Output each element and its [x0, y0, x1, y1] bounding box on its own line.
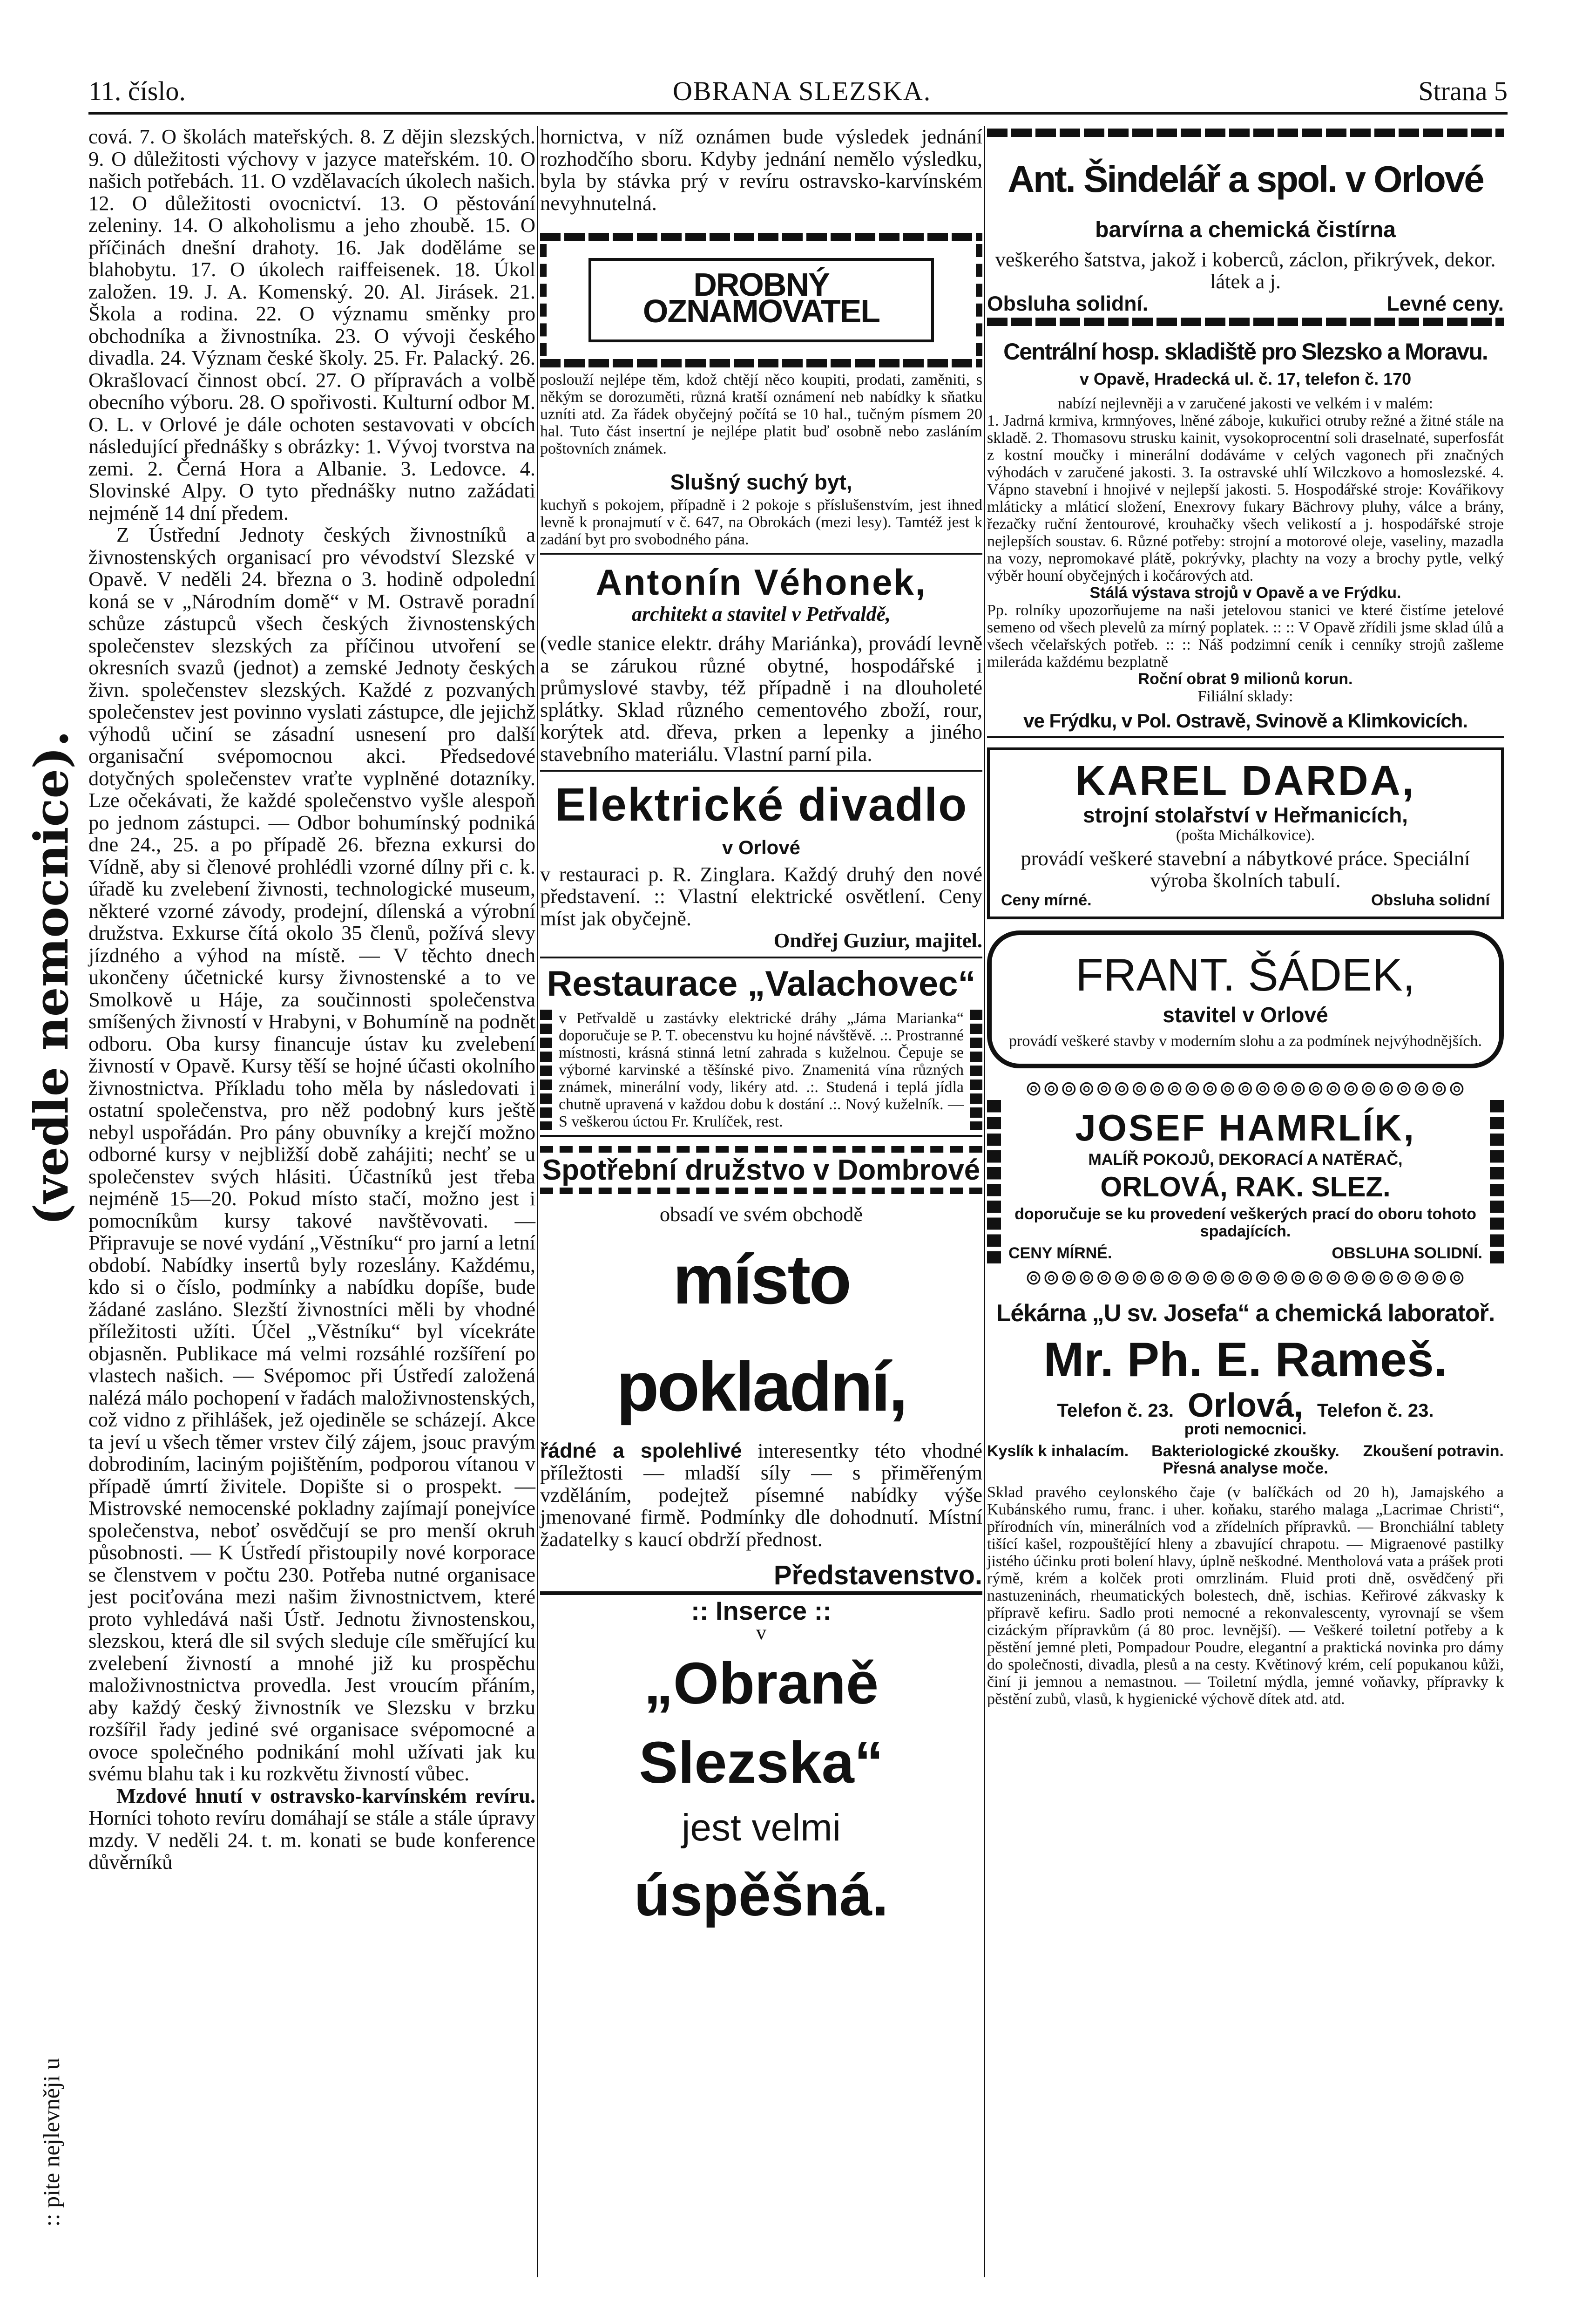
restaurace-text: v Petřvaldě u zastávky elektrické dráhy „Jáma Marianka“ doporučuje se P. T. obecenstvu ku hojné návštěvě. .:. Prostranné místnosti, krásná stinná letní zahrada s kuželnou. Čepuje se výborné karvinské a těšínské pivo. Znamenitá vína různých známek, minerální vody, likéry atd. .:. Studená i teplá jídla chutně upravená v každou dobu k dostání .:. Nový kuželník. — S veškerou úctou Fr. Krulíček, rest. — [559, 1009, 964, 1130]
skladiste-filialky: Filiální sklady: — [1197, 687, 1293, 705]
hamrlik-ad — [987, 1078, 1504, 1289]
lekarna-phone-left: Telefon č. 23. — [1057, 1400, 1174, 1421]
divadlo-owner: Ondřej Guziur, majitel. — [773, 929, 982, 952]
sadek-title: FRANT. ŠÁDEK, — [1075, 949, 1415, 1000]
druzstvo-text-body: interesentky této vhodné příležtosti — mladší síly — s přiměřeným vzděláním, podejtež písemné nabídky výše jmenované firmě. Podmínky dle dohodnutí. Místní žadatelky s kaucí obdrží přednost. — [540, 1439, 982, 1551]
byt-text: kuchyň s pokojem, případně i 2 pokoje s příslušenstvím, jest ihned levně k pronajmutí v č. 647, na Obrokách (mezi lesy). Tamtéž jest k zadání byt pro svobodného pána. — [540, 496, 982, 548]
inserce-v: v — [756, 1621, 767, 1644]
skladiste-text: 1. Jadrná krmiva, krmnýoves, lněné zábojе, kukuřici otruby režné a žitné stále na skladě. 2. Thomasovu strusku kainit, vysokoprocentní soli draselnaté, superfosfát z kostní moučky i minerální dodáváme v celých vagonech při značných výhodách v zaručené jakosti. 3. Ia ostravské uhlí Wilczkovo a homoslezské. 4. Vápno stavební i hnojivé v nejlepší jakosti. 5. Hospodářské stroje: Kovářikovy mláticky a mláticí složení, Enexrovy fukary Bächrovy pluhy, válce a brány, řezačky ruční žentourové, krouhačky všech velikostí a j. hospodářské stroje nejlepších soustav. 6. Různé potřeby: strojní a motorové oleje, vaseliny, mazadla na vozy, nepromokavé plátě, pokrývky, plachty na vozy a brochy pytle, velký výběr houní obyčejných i kočárových atd. — [987, 412, 1504, 584]
lekarna-s3: Zkoušení potravin. — [1363, 1442, 1504, 1460]
lekarna-near: proti nemocnici. — [1184, 1420, 1307, 1438]
sindelar-right: Levné ceny. — [1386, 292, 1504, 315]
lekarna-city: Orlová, — [1187, 1386, 1304, 1424]
darda-right: Obsluha solidní — [1371, 891, 1490, 909]
druzstvo-text — [540, 1440, 982, 1551]
druzstvo-title: Spotřební družstvo v Dombrové — [540, 1146, 982, 1195]
inserce-ad — [540, 1596, 982, 1937]
inserce-name1: „Obraně — [643, 1650, 879, 1716]
divadlo-title: Elektrické divadlo — [555, 779, 968, 831]
darda-post: (pošta Michálkovice). — [1176, 826, 1315, 844]
darda-ad — [987, 747, 1504, 919]
sadek-text: provádí veškeré stavby v moderním slohu a za podmínek nejvýhodnějších. — [1009, 1032, 1482, 1050]
skladiste-obrat: Roční obrat 9 milionů korun. — [1138, 670, 1353, 688]
hamrlik-sub: MALÍŘ POKOJŮ, DEKORACÍ A NATĚRAČ, — [1088, 1150, 1403, 1168]
darda-text: provádí veškeré stavební a nábytkové práce. Speciální výroba školních tabulí. — [1021, 846, 1470, 892]
drobny-title: DROBNÝ OZNAMOVATEL — [642, 266, 880, 329]
lekarna-head: Lékárna „U sv. Josefa“ a chemická laboratoř. — [996, 1300, 1495, 1327]
sindelar-left: Obsluha solidní. — [987, 292, 1149, 315]
sadek-ad — [987, 930, 1504, 1069]
column-3 — [987, 126, 1504, 1708]
hornictvo-intro: hornictva, v níž oznámen bude výsledek jednání rozhodčího sboru. Kdyby jednání nemělo výsledku, byla by stávka prý v revíru ostravsko-karvínském nevyhnutelná. — [540, 125, 982, 215]
hamrlik-left: CENY MÍRNÉ. — [1008, 1244, 1112, 1262]
druzstvo-big: místo pokladní, — [616, 1240, 906, 1426]
skladiste-ad — [987, 335, 1504, 732]
hamrlik-text: doporučuje se ku provedení veškerých prací do oboru tohoto spadajících. — [1014, 1205, 1476, 1240]
side-vertical-banner — [19, 675, 84, 1281]
vehonek-ad — [540, 561, 982, 766]
hamrlik-place: ORLOVÁ, RAK. SLEZ. — [1100, 1171, 1391, 1202]
hamrlik-right: OBSLUHA SOLIDNÍ. — [1332, 1244, 1482, 1262]
skladiste-branches: ve Frýdku, v Pol. Ostravě, Svinově a Klimkovicích. — [1023, 709, 1468, 732]
skladiste-title: Centrální hosp. skladiště pro Slezsko a Moravu. — [1003, 339, 1488, 365]
newspaper-title: OBRANA SLEZSKA. — [672, 75, 932, 106]
druzstvo-sub: obsadí ve svém obchodě — [659, 1202, 863, 1226]
sadek-sub: stavitel v Orlové — [1163, 1002, 1328, 1027]
page-header — [88, 70, 1508, 115]
side-vertical-small — [19, 2003, 84, 2282]
column-rule-2 — [984, 126, 985, 2277]
lecture-list-paragraph: cová. 7. O školách mateřských. 8. Z dějin slezských. 9. O důležitosti výchovy v jazyce mateřském. 10. O našich potřebách. 11. O vzdělavacích úkolech našich. 12. O důležitosti ovocnictví. 13. O pěstování zeleniny. 14. O alkoholismu a jeho zhoubě. 15. O příčinách dnešní drahoty. 16. Jak doděláme se blahobytu. 17. O úkolech raiffeisenek. 18. Úkol založen. 19. J. A. Komenský. 20. Al. Jirásek. 21. Škola a rodina. 22. O významu směnky pro obchodníka a živnostníka. 23. O vývoji českého divadla. 24. Význam české školy. 25. Fr. Palacký. 26. Okrašlovací činnost obcí. 27. O přípravách a volbě obecního výboru. 28. O spořivosti. Kulturní odbor M. O. L. v Orlové je dále ochoten sestavovati v obcích následující přednášky s obrázky: 1. Vývoj tvorstva na zemi. 2. Černá Hora a Albanie. 3. Ledovce. 4. Slovinské Alpy. O tyto přednášky nutno zažádati nejméně 14 dní předem. — [88, 125, 535, 524]
mzdove-hnuti-paragraph — [88, 1785, 535, 1874]
restaurace-ad — [540, 963, 982, 1130]
druzstvo-text-bold: řádné a spolehlivé — [540, 1439, 742, 1462]
sindelar-ad — [987, 129, 1504, 326]
lekarna-phone-right: Telefon č. 23. — [1317, 1400, 1434, 1421]
skladiste-text2: Pp. rolníky upozorňujeme na naši jetelovou stanici ve které čistíme jetelové semeno od všech plevelů za mírný poplatek. :: :: V Opavě zřídili jsme sklad úlů a všech včelařských potřeb. :: :: Náš podzimní ceník i cenníky strojů zašleme mileráda každému bezplatně — [987, 601, 1504, 671]
vehonek-name: Antonín Véhonek, — [595, 561, 927, 603]
divadlo-text: v restauraci p. R. Zinglara. Každý druhý den nové představení. :: Vlastní elektrické osvětlení. Ceny míst jak obyčejně. — [540, 862, 982, 930]
column-1 — [88, 126, 535, 1874]
column-rule-1 — [537, 126, 538, 2277]
druzstvo-ad — [540, 1146, 982, 1590]
druzstvo-sign: Představenstvo. — [773, 1560, 982, 1590]
skladiste-addr: v Opavě, Hradecká ul. č. 17, telefon č. 170 — [1079, 369, 1412, 388]
mzdove-hnuti-heading: Mzdové hnutí v ostravsko-karvínském revíru. — [116, 1784, 535, 1807]
darda-left: Ceny mírné. — [1001, 891, 1092, 909]
sindelar-text: veškerého šatstva, jakož i koberců, záclon, přikrývek, dekor. látek a j. — [995, 247, 1496, 293]
jednota-paragraph: Z Ústřední Jednoty českých živnostníků a živnostenských organisací pro vévodství Slezské v Opavě. V neděli 24. března o 3. hodině odpolední koná se v „Národním domě“ v M. Ostravě poradní schůze zástupců všech českých živnostenských společenstev slezských za příčinou utvoření se okresních svazů (jednot) a zemské Jednoty českých živn. společenstev slezských. Každé z pozvaných společenstev jest povinno vyslati zástupce, dle jejichž výhodů učiní se zásadní usnesení pro další organisační svépomocnou akci. Předsedové dotyčných společenstev vraťte vyplněné dotazníky. Lze očekávati, že každé společenstvo vyšle alespoň po jednom zástupci. — Odbor bohumínský podniká dne 24., 25. a po případě 26. března exkursi do Vídně, aby si členové prohlédli vzorné dílny při c. k. úřadě ku zvelebení živnosti, technologické museum, některé vzorné závody, prodejní, dílenská a výrobní družstva. Exkurse čítá okolo 35 členů, požívá slevy jízdného a výhod na místě. — V těchto dnech ukončeny účetnické kursy živnostenské a to ve Smolkově u Háje, za součinnosti společenstva smíšených živností v Hrabyni, v Bohumíně na podnět odboru. Oba kursy financuje ústav ku zvelebení živností v Opavě. Kursy těší se hojné účasti okolního živnostnictva. Příkladu toho měla by následovati i ostatní společenstva, pro něž podobný kurs ještě nebyl uspořádán. Pro pány obuvníky a krejčí možno odborné kursy v nejbližší době zahájiti; nechť se u společenstev svých hlásiti. Účastníků jest třeba nejméně 15—20. Pokud místo stačí, možno jest i pomocníkům kursy takové navštěvovati. — Připravuje se nové vydání „Věstníku“ pro jarní a letní období. Nabídky insertů byly rozeslány. Každému, kdo si o číslo, podmínky a nabídku dopíše, bude žádané zasláno. Slezští živnostníci měli by vhodné příležitosti užíti. Účel „Věstníku“ byl vícekráte objasněn. Publikace má velmi rozsáhlé rozšíření po vlastech našich. — Svépomoc při Ústředí založená nalézá málo pochopení v řadách maloživnostenských, což vidno z přihlášek, jež ojediněle se scházejí. Akce ta jeví u všech těmer vrstev čilý zájem, jsouc pravým dobrodiním, laciným pojištěním, podporou vítanou v případě úmrtí živitele. Dopište si o prospekt. — Mistrovské nemocenské pokladny zajímají ponejvíce společenstva, neboť osvědčují se pro menší okruh působnosti. — K Ústředí přistoupily nové korporace se členstvem v počtu 230. Potřeba nutné organisace jest pociťována mezi našim živnostnictvem, které proto vyhledává naši Ústř. Jednotu živnostenskou, slezskou, která dle sil svých sleduje cíle směřující ku zvelebení živností a mnohé již ku prospěchu maloživnostnictva provedla. Jest vroucím přáním, aby každý český živnostník ve Slezsku v brzku rozšířil řady jediné své organisace svépomocné a ovoce společného podnikání mohl užívati jak ku svému blahu tak i ku rozkvětu živností vůbec. — [88, 523, 535, 1785]
hamrlik-title: JOSEF HAMRLÍK, — [1075, 1107, 1416, 1148]
lekarna-s1: Kyslík k inhalacím. — [987, 1442, 1129, 1460]
vehonek-title: architekt a stavitel v Petřvaldě, — [632, 602, 891, 625]
rings-bottom: ⊚⊚⊚⊚⊚⊚⊚⊚⊚⊚⊚⊚⊚⊚⊚⊚⊚⊚⊚⊚⊚⊚⊚⊚⊚ — [1025, 1266, 1466, 1289]
skladiste-bold1: Stálá výstava strojů v Opavě a ve Frýdku. — [1089, 584, 1401, 602]
darda-title: KAREL DARDA, — [1075, 758, 1416, 804]
darda-sub: strojní stolařství v Heřmanicích, — [1083, 803, 1408, 827]
lekarna-s2: Bakteriologické zkoušky. Přesná analyse moče. — [1151, 1442, 1339, 1477]
lekarna-text: Sklad pravého ceylonského čaje (v balíčkách od 20 h), Jamajského a Kubánského rumu, franc. i uher. koňaku, starého malaga „Lacrimae Christi“, přírodních vín, minerálních vod a zřídelních přípravků. — Bronchiální tablety tišící kašel, rozpouštějící hleny a zbavující chrapotu. — Migraenové pastilky jistého účinku proti bolení hlavy, úplně neškodné. Mentholová vata a prášek proti rýmě, krém a kolček proti omrzlinám. Fluid proti dně, osvědčený při nastuzeninách, rheumatických bolestech, dně, ischias. Keřirové zákvasky k přípravě kefiru. Sadlo proti nemocné a rekonvalescenty, vyrovnají se všem cizáckým přípravkům (á 80 proc. levnější). — Veškeré toiletní potřeby a k pěstění jemné pleti, Pompadour Poudre, elegantní a praktická novinka pro dámy do společnosti, divadla, plesů a na cesty. Květinový krém, celí popukanou kůži, činí ji jemnou a nemastnou. — Toiletní mýdla, jemné voňavky, přípravky k pěstění zubů, vlasů, k hygienické výchově dítek atd. atd. — [987, 1483, 1504, 1708]
divadlo-place: v Orlové — [722, 836, 801, 858]
skladiste-intro: nabízí nejlevněji a v zaručené jakosti ve velkém i v malém: — [1057, 394, 1434, 412]
vehonek-text: (vedle stanice elektr. dráhy Mariánka), provádí levně a se zárukou různé obytné, hospodářské i průmyslové stavby, též případně i na dlouholeté splátky. Sklad různého cementového zboží, rour, korýtek atd. dřeva, prken a lepenky a jiného stavebního materiálu. Vlastní parní pila. — [540, 631, 982, 766]
inserce-name2: Slezska“ — [639, 1729, 884, 1795]
mzdove-hnuti-text: Horníci tohoto revíru domáhají se stále a stále úpravy mzdy. V neděli 24. t. m. konati se bude konference důvěrníků — [88, 1806, 535, 1874]
byt-title: Slušný suchý byt, — [670, 470, 852, 494]
drobny-oznamovatel-ad — [540, 233, 982, 457]
byt-ad — [540, 471, 982, 548]
side-vertical-big-text: (vedle nemocnice). — [24, 730, 79, 1226]
issue-number: 11. číslo. — [88, 75, 186, 106]
restaurace-title: Restaurace „Valachovec“ — [547, 964, 976, 1004]
page-number: Strana 5 — [1418, 75, 1508, 106]
lekarna-ad — [987, 1300, 1504, 1708]
inserce-line2: úspěšná. — [634, 1862, 889, 1928]
inserce-head: :: Inserce :: — [691, 1596, 832, 1625]
drobny-text: poslouží nejlépe těm, kdož chtějí něco koupiti, prodati, zaměniti, s někým se dorozuměti, různá kratší oznámení neb nabídky k sňatku uzníti atd. Za řádek obyčejný počítá se 10 hal., tučným písmem 20 hal. Tuto část insertní je nejlépe platit buď osobně nebo zasláním poštovních známek. — [540, 371, 982, 457]
column-2 — [540, 126, 982, 1937]
divadlo-ad — [540, 778, 982, 952]
sindelar-title: Ant. Šindelář a spol. v Orlové — [1008, 158, 1483, 200]
sindelar-sub: barvírna a chemická čistírna — [1095, 217, 1396, 242]
lekarna-name: Mr. Ph. E. Rameš. — [1043, 1332, 1447, 1387]
rings-top: ⊚⊚⊚⊚⊚⊚⊚⊚⊚⊚⊚⊚⊚⊚⊚⊚⊚⊚⊚⊚⊚⊚⊚⊚⊚ — [1025, 1078, 1466, 1100]
side-vertical-small-text: :: pite nejlevněji u — [38, 2057, 64, 2227]
inserce-line1: jest velmi — [682, 1806, 841, 1849]
